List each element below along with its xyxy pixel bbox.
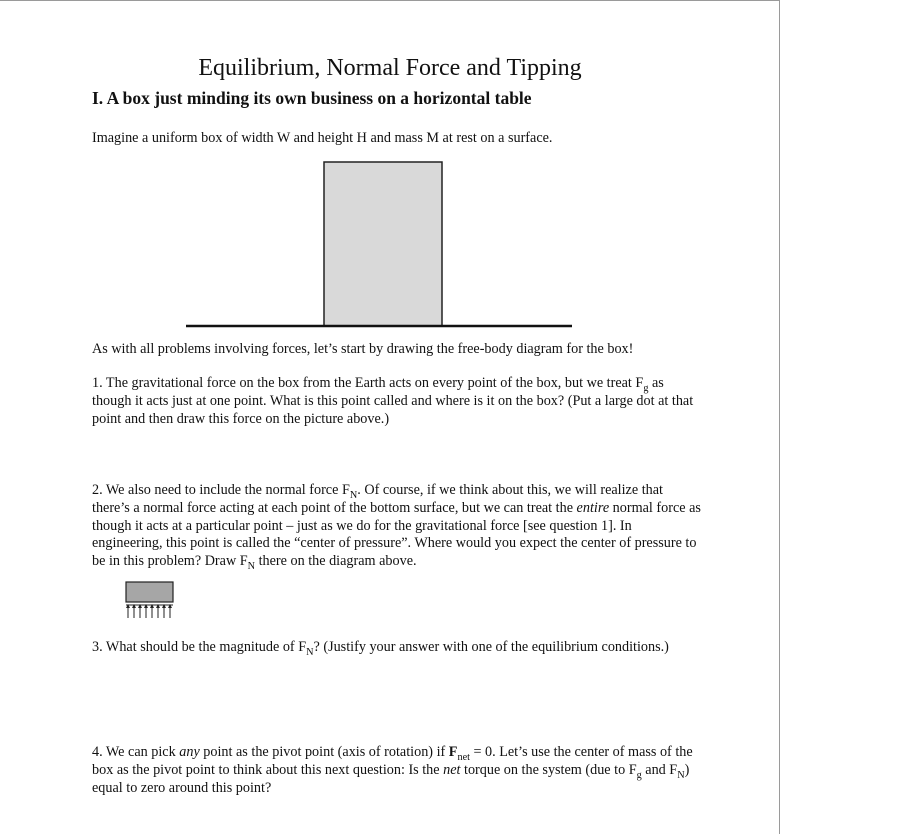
pressure-distribution-diagram (0, 1, 780, 835)
q3-sub-n: N (306, 646, 314, 658)
q4-text-1: 4. We can pick (92, 744, 180, 760)
question-4 (92, 744, 702, 797)
q4-f-bold: F (448, 744, 458, 760)
q1-sub-g: g (643, 382, 649, 394)
q1-text-2: as though it acts just at one point. What is this point called and where is it on the box? (Put a large dot at that point and then draw this force on the picture above.) (92, 375, 694, 427)
q2-text-3: normal force as though it acts at a particular point – just as we do for the gravitational force [see question 1]. In engineering, this point is called the “center of pressure”. Where would you expect the center of pressure to be in this problem? Draw F (92, 499, 701, 570)
q4-sub-n: N (677, 769, 685, 781)
question-3 (92, 639, 702, 657)
q4-text-2: point as the pivot point (axis of rotation) if (199, 744, 449, 760)
q4-em-net: net (443, 761, 461, 778)
q2-em-entire: entire (576, 499, 610, 516)
q4-text-4: torque on the system (due to F (460, 761, 637, 778)
fbd-intro-paragraph: As with all problems involving forces, let’s start by drawing the free-body diagram for the box! (92, 341, 634, 357)
q4-text-6: ) equal to zero around this point? (92, 761, 690, 796)
q4-em-any: any (179, 744, 200, 760)
q4-sub-g: g (636, 769, 642, 781)
q4-text-5: and F (641, 761, 678, 778)
intro-paragraph: Imagine a uniform box of width W and height H and mass M at rest on a surface. (92, 130, 553, 146)
q2-sub-n2: N (247, 561, 256, 573)
section-heading: I. A box just minding its own business on a horizontal table (92, 88, 532, 108)
q3-text-2: ? (Justify your answer with one of the equilibrium conditions.) (313, 639, 669, 655)
q4-sub-net: net (457, 751, 470, 763)
q2-text-2: . Of course, if we think about this, we will realize that there’s a normal force acting at each point of the bottom surface, but we can treat the (92, 482, 663, 516)
q1-text-1: 1. The gravitational force on the box from the Earth acts on every point of the box, but we treat F (92, 375, 644, 391)
q4-text-3: = 0. Let’s use the center of mass of the box as the pivot point to think about this next question: Is the (92, 744, 693, 778)
page-title: Equilibrium, Normal Force and Tipping (198, 55, 582, 81)
q2-text-4: there on the diagram above. (255, 553, 417, 570)
small-box-shape (126, 582, 173, 602)
q3-text-1: 3. What should be the magnitude of F (92, 639, 307, 655)
q2-sub-n1: N (349, 489, 358, 501)
q2-text-1: 2. We also need to include the normal force F (92, 482, 350, 498)
